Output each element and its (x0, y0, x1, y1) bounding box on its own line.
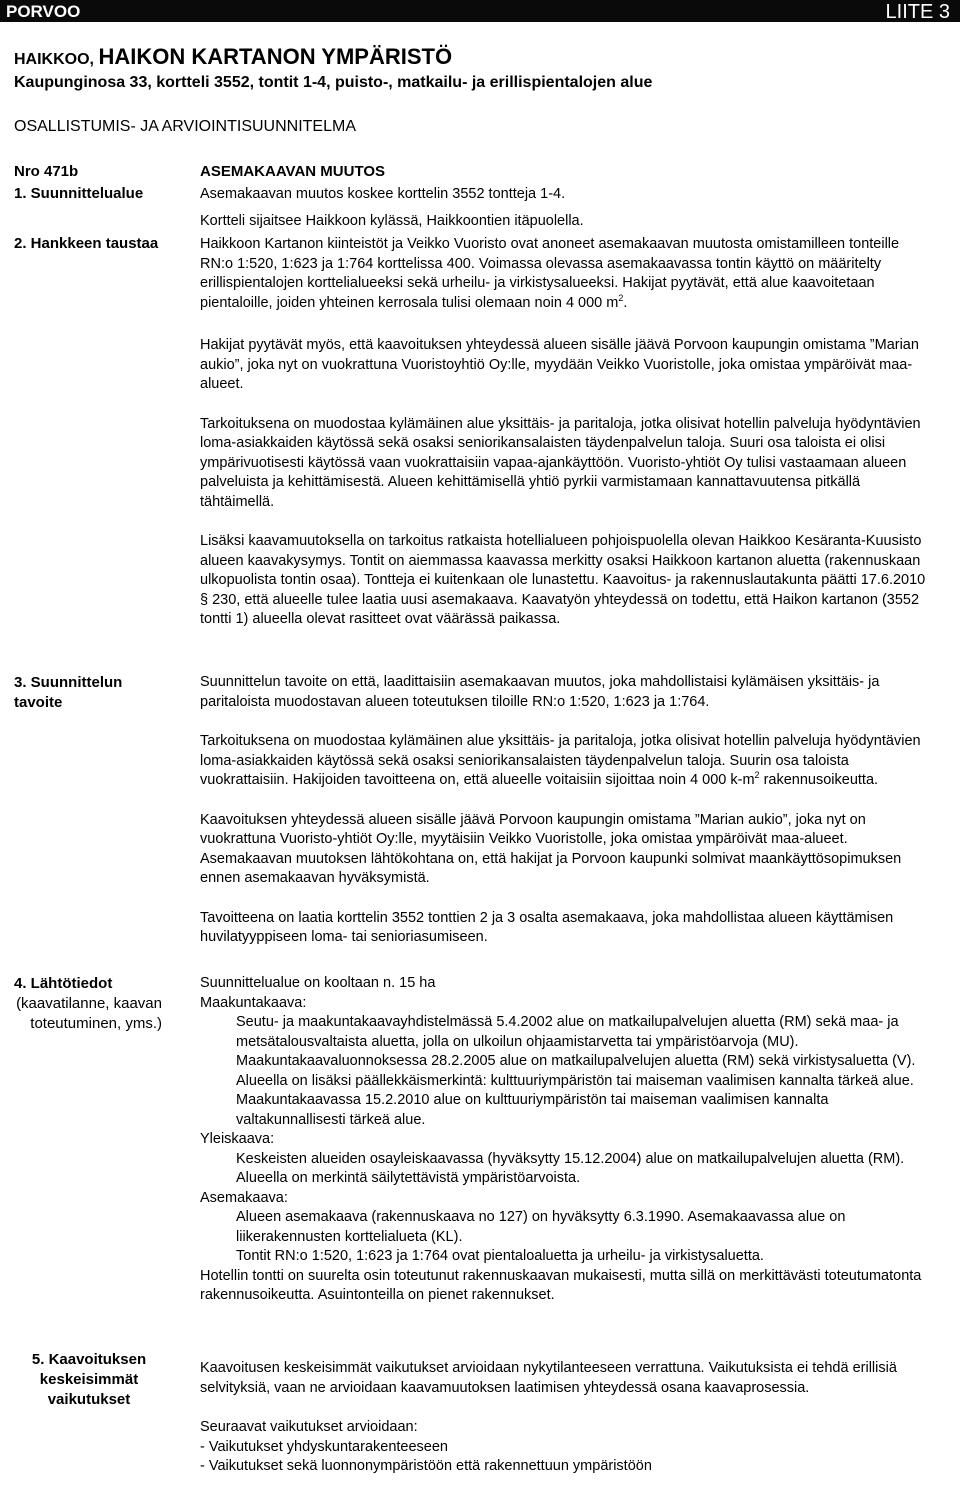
section-1-line: Asemakaavan muutos koskee korttelin 3552 tontteja 1-4. (200, 186, 566, 202)
section-5-paragraph: Kaavoitusen keskeisimmät vaikutukset arvioidaan nykytilanteeseen verrattuna. Vaikutuksista ei tehdä erillisiä selvityksiä, vaan ne arvioidaan kaavamuutoksen laatimisen yhteydessä osana kaavaprosessia. (200, 1360, 897, 1396)
section-2-paragraph: Hakijat pyytävät myös, että kaavoituksen yhteydessä alueen sisälle jäävä Porvoon kaupungin omistama ”Marian aukio”, joka nyt on vuokrattuna Vuoristoyhtiö Oy:lle, myydään Veikko Vuoristolle, joka omistaa ympäröivät maa-alueet. (200, 337, 919, 392)
superscript: 2 (754, 770, 760, 781)
document-type: OSALLISTUMIS- JA ARVIOINTISUUNNITELMA (14, 118, 356, 135)
header-city: PORVOO (6, 2, 81, 21)
section-1-label: 1. Suunnittelualue (14, 185, 144, 202)
section-4-line: Maakuntakaava: (200, 994, 307, 1011)
section-4-subtitle: (kaavatilanne, kaavan toteutuminen, yms.) (16, 995, 162, 1032)
plan-number-value: ASEMAKAAVAN MUUTOS (200, 163, 386, 180)
title-prefix: HAIKKOO, (14, 51, 94, 68)
page-subtitle: Kaupunginosa 33, kortteli 3552, tontit 1-4, puisto-, matkailu- ja erillispientalojen alue (14, 74, 653, 91)
title-main: HAIKON KARTANON YMPÄRISTÖ (98, 44, 453, 69)
header-appendix: LIITE 3 (885, 1, 950, 23)
section-2-paragraph-text: Haikkoon Kartanon kiinteistöt ja Veikko Vuoristo ovat anoneet asemakaavan muutosta omistamilleen tonteille RN:o 1:520, 1:623 ja 1:764 korttelissa 400. Voimassa olevassa asemakaavassa tontin käyttö on määritelty erillispientalojen korttelialueeksi sekä urheilu- ja virkistysalueeksi. Hakijat pyytävät, että alue kaavoitetaan pientaloille, joiden yhteinen kerrosala tulisi olemaan noin 4 000 m (200, 236, 900, 311)
section-1-line: Kortteli sijaitsee Haikkoon kylässä, Haikkoontien itäpuolella. (200, 212, 584, 229)
section-4-line: Suunnittelualue on kooltaan n. 15 ha (200, 975, 436, 991)
section-4-line: Maakuntakaavassa 15.2.2010 alue on kulttuuriympäristön tai maiseman vaalimisen kannalta valtakunnallisesti tärkeä alue. (236, 1092, 829, 1128)
section-3-paragraph-text: Tarkoituksena on muodostaa kylämäinen alue yksittäis- ja paritaloja, jotka olisivat hotellin palveluja hyödyntävien loma-asiakkaiden käytössä sekä osaksi seniorikansalaisten täydenpalvelun taloja. Suurin osa taloista vuokrattaisiin. Hakijoiden tavoitteena on, että alueelle voitaisiin sijoittaa noin 4 000 k-m (200, 733, 921, 788)
section-4-text (200, 974, 935, 1306)
section-4-line: Asemakaava: (200, 1189, 288, 1206)
section-4-line: Tontit RN:o 1:520, 1:623 ja 1:764 ovat pientaloaluetta ja urheilu- ja virkistysaluetta. (236, 1248, 764, 1264)
section-2-paragraph: Lisäksi kaavamuutoksella on tarkoitus ratkaista hotellialueen pohjoispuolella olevan Haikkoo Kesäranta-Kuusisto alueen kaavakysymys. Tontit on aiemmassa kaavassa merkitty osaksi Haikkoon kartanon aluetta (rakennuskaan ulkopuolista tontin osaa). Tontteja ei kuitenkaan ole lunastettu. Kaavoitus- ja rakennuslautakunta päätti 17.6.2010 § 230, että alueelle tulee laatia uusi asemakaava. Kaavatyön yhteydessä on todettu, että Haikon kartanon (3552 tontti 1) alueella olevat rasitteet ovat väärässä paikassa. (200, 533, 926, 627)
header-band (0, 0, 960, 22)
section-4-line: Yleiskaava: (200, 1131, 275, 1147)
section-1-text (200, 185, 935, 231)
section-4-line: Maakuntakaavaluonnoksessa 28.2.2005 alue on matkailupalvelujen aluetta (RM) sekä virkistysaluetta (V). Alueella on lisäksi päällekkäismerkintä: kulttuuriympäristön tai maiseman vaalimisen kannalta tärkeä alue. (236, 1053, 916, 1089)
section-4-line: Keskeisten alueiden osayleiskaavassa (hyväksytty 15.12.2004) alue on matkailupalvelujen aluetta (RM). Alueella on merkintä säilytettävistä ympäristöarvoista. (236, 1150, 905, 1186)
section-2-text (200, 235, 935, 630)
section-5-line: - Vaikutukset yhdyskuntarakenteeseen (200, 1438, 448, 1455)
section-5-line: - Vaikutukset sekä luonnonympäristöön että rakennettuun ympäristöön (200, 1458, 652, 1474)
section-5-line: Seuraavat vaikutukset arvioidaan: (200, 1419, 418, 1435)
page-title (14, 44, 452, 70)
superscript: 2 (618, 292, 624, 303)
section-5-text (200, 1359, 935, 1477)
section-3-label: 3. Suunnittelun tavoite (14, 674, 123, 711)
section-2-paragraph-end: . (623, 294, 628, 311)
section-3-paragraph (200, 732, 935, 791)
section-3-paragraph: Tavoitteena on laatia korttelin 3552 tonttien 2 ja 3 osalta asemakaava, joka mahdollistaa alueen käyttämisen huvilatyyppiseen loma- tai senioriasumiseen. (200, 909, 894, 945)
section-4-label (14, 974, 164, 1034)
section-4-line: Alueen asemakaava (rakennuskaava no 127) on hyväksytty 6.3.1990. Asemakaavassa alue on liikerakennusten korttelialueta (KL). (236, 1209, 846, 1245)
section-4-line: Hotellin tontti on suurelta osin toteutunut rakennuskaavan mukaisesti, mutta sillä on merkittävästi toteutumatonta rakennusoikeutta. Asuintonteilla on pienet rakennukset. (200, 1267, 922, 1303)
section-2-label: 2. Hankkeen taustaa (14, 235, 159, 252)
section-4-line: Seutu- ja maakuntakaavayhdistelmässä 5.4.2002 alue on matkailupalvelujen aluetta (RM) sekä maa- ja metsätalousvaltaista aluetta, jolla on ulkoilun ohjaamistarvetta tai ympäristöarvoja (MU). (236, 1014, 899, 1050)
section-4-title: 4. Lähtötiedot (14, 975, 113, 992)
section-3-text (200, 673, 935, 948)
section-5-label: 5. Kaavoituksen keskeisimmät vaikutukset (31, 1351, 147, 1408)
plan-number-label: Nro 471b (14, 163, 79, 180)
section-3-paragraph: Kaavoituksen yhteydessä alueen sisälle jäävä Porvoon kaupungin omistama ”Marian aukio”, joka nyt on vuokrattuna Vuoristo-yhtiöt Oy:lle, myytäisiin Veikko Vuoristolle, joka omistaa ympäröivät maa-alueet. Asemakaavan muutoksen lähtökohtana on, että hakijat ja Porvoon kaupunki solmivat maankäyttösopimuksen ennen asemakaavan hyväksymistä. (200, 811, 902, 886)
section-3-paragraph-end: rakennusoikeutta. (759, 772, 879, 788)
section-2-paragraph: Tarkoituksena on muodostaa kylämäinen alue yksittäis- ja paritaloja, jotka olisivat hotellin palveluja hyödyntävien loma-asiakkaiden käytössä sekä osaksi seniorikansalaisten täydenpalvelun taloja. Suuri osa taloista ei olisi ympärivuotisesti käytössä vaan vuokrattaisiin vapaa-ajankäyttöön. Vuoristo-yhtiöt Oy tulisi vastaamaan alueen palveluista ja kehittämisestä. Alueen kehittämisellä yhtiö pyrkii varmistamaan kannattavuutensa pitkällä tähtäimellä. (200, 415, 921, 510)
section-3-paragraph: Suunnittelun tavoite on että, laadittaisiin asemakaavan muutos, joka mahdollistaisi kylämäisen yksittäis- ja paritaloista muodostavan alueen toteutuksen tiloille RN:o 1:520, 1:623 ja 1:764. (200, 674, 880, 710)
section-2-paragraph (200, 235, 935, 313)
